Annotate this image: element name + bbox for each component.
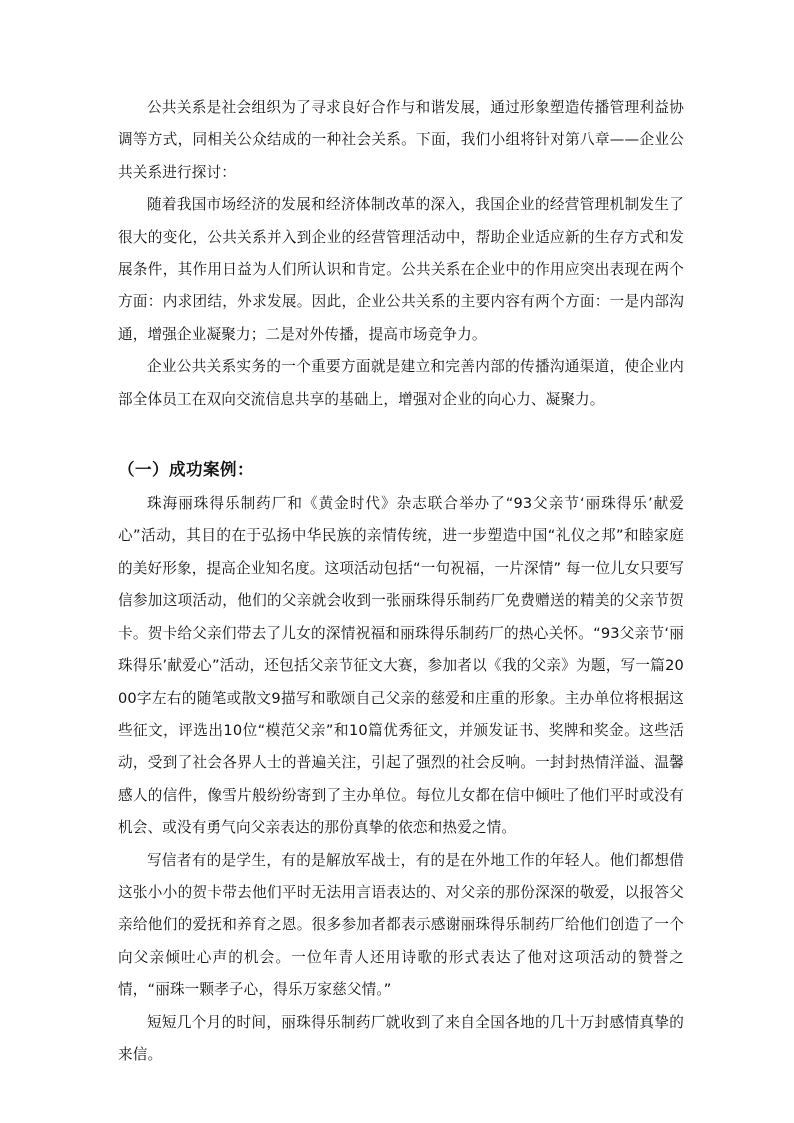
intro-paragraph-1: 公共关系是社会组织为了寻求良好合作与和谐发展，通过形象塑造传播管理利益协调等方式，同相关公众结成的一种社会关系。下面，我们小组将针对第八章——企业公共关系进行探讨： [118, 99, 684, 181]
intro-paragraph-2: 随着我国市场经济的发展和经济体制改革的深入，我国企业的经营管理机制发生了很大的变化，公共关系并入到企业的经营管理活动中，帮助企业适应新的生存方式和发展条件，其作用日益为人们所认识和肯定。公共关系在企业中的作用应突出表现在两个方面：内求团结，外求发展。因此，企业公共关系的主要内容有两个方面：一是内部沟通，增强企业凝聚力；二是对外传播，提高市场竞争力。 [118, 196, 684, 343]
document-page [118, 92, 684, 1071]
case-paragraph-1: 珠海丽珠得乐制药厂和《黄金时代》杂志联合举办了“93父亲节‘丽珠得乐’献爱心”活动，其目的在于弘扬中华民族的亲情传统，进一步塑造中国“礼仪之邦”和睦家庭的美好形象，提高企业知名度。这项活动包括“一句祝福，一片深情” 每一位儿女只要写信参加这项活动，他们的父亲就会收到一张丽珠得乐制药厂免费赠送的精美的父亲节贺卡。贺卡给父亲们带去了儿女的深情祝福和丽珠得乐制药厂的热心关怀。“93父亲节‘丽珠得乐’献爱心”活动，还包括父亲节征文大赛，参加者以《我的父亲》为题，写一篇2000字左右的随笔或散文9描写和歌颂自己父亲的慈爱和庄重的形象。主办单位将根据这些征文，评选出10位“模范父亲”和10篇优秀征文，并颁发证书、奖牌和奖金。这些活动，受到了社会各界人士的普遍关注，引起了强烈的社会反响。一封封热情洋溢、温馨感人的信件，像雪片般纷纷寄到了主办单位。每位儿女都在信中倾吐了他们平时或没有机会、或没有勇气向父亲表达的那份真挚的依恋和热爱之情。 [118, 495, 684, 837]
case-paragraph-2: 写信者有的是学生，有的是解放军战士，有的是在外地工作的年轻人。他们都想借这张小小的贺卡带去他们平时无法用言语表达的、对父亲的那份深深的敬爱，以报答父亲给他们的爱抚和养育之恩。很多参加者都表示感谢丽珠得乐制药厂给他们创造了一个向父亲倾吐心声的机会。一位年青人还用诗歌的形式表达了他对这项活动的赞誉之情，“丽珠一颗孝子心，得乐万家慈父情。” [118, 851, 684, 999]
section-heading: （一）成功案例： [118, 460, 254, 480]
intro-paragraph-3: 企业公共关系实务的一个重要方面就是建立和完善内部的传播沟通渠道，使企业内部全体员工在双向交流信息共享的基础上，增强对企业的向心力、凝聚力。 [118, 358, 684, 408]
case-paragraph-3: 短短几个月的时间，丽珠得乐制药厂就收到了来自全国各地的几十万封感情真挚的来信。 [118, 1013, 684, 1063]
